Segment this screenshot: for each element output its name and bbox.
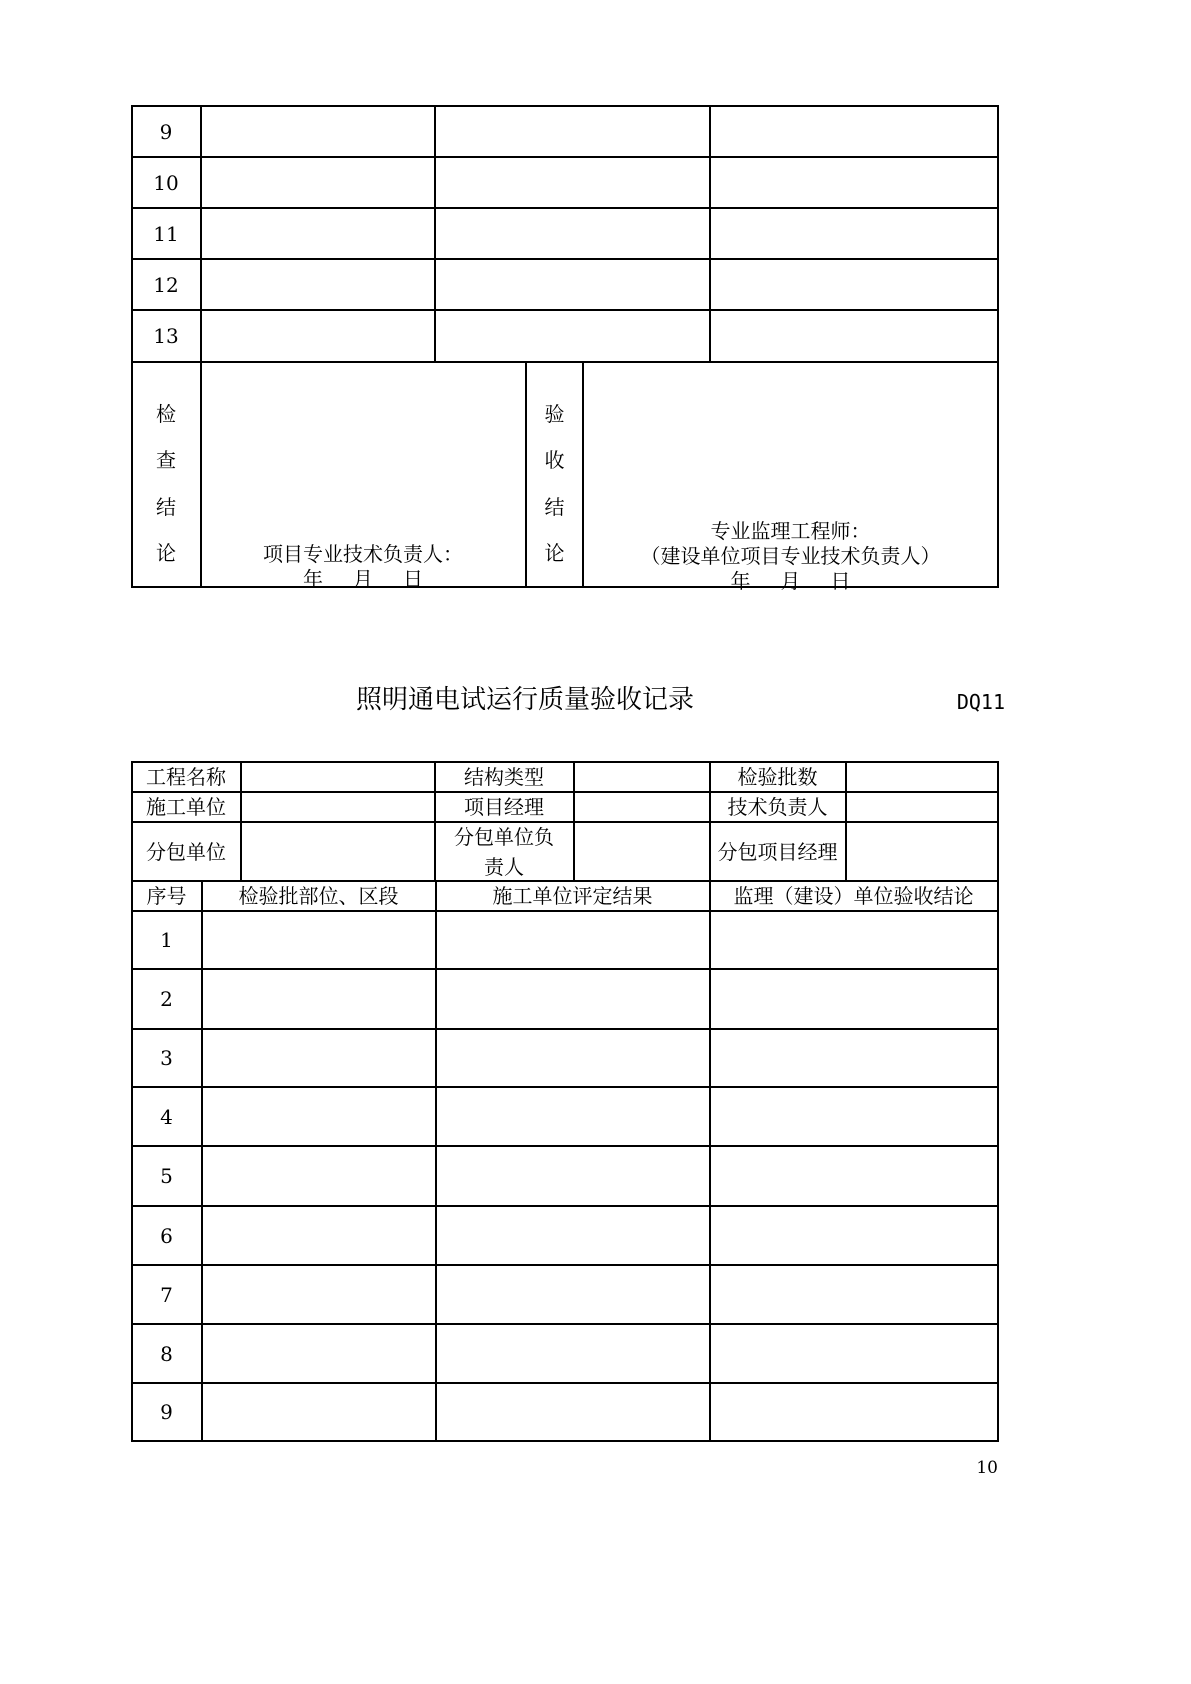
batch-count-field[interactable] bbox=[846, 762, 997, 792]
table-row-number: 9 bbox=[159, 119, 173, 144]
form-code: DQ11 bbox=[956, 690, 1005, 714]
check-signer-label: 项目专业技术负责人： bbox=[263, 542, 463, 566]
check-label-char: 结 bbox=[156, 494, 176, 519]
check-label-char: 查 bbox=[156, 448, 176, 473]
batch-count-label: 检验批数 bbox=[737, 765, 818, 789]
column-header-seq: 序号 bbox=[146, 884, 187, 908]
check-date bbox=[200, 567, 526, 592]
structure-type-field[interactable] bbox=[574, 762, 709, 792]
date-day: 日 bbox=[403, 567, 423, 591]
date-year: 年 bbox=[303, 567, 323, 591]
table-row-number: 10 bbox=[153, 170, 179, 195]
table-row-number: 5 bbox=[160, 1164, 173, 1188]
form-title: 照明通电试运行质量验收记录 bbox=[355, 685, 694, 715]
sub-unit-lead-field[interactable] bbox=[574, 822, 709, 881]
accept-label-char: 论 bbox=[544, 540, 565, 565]
sub-unit-lead-label bbox=[435, 822, 573, 881]
construction-unit-label: 施工单位 bbox=[146, 795, 226, 819]
project-name-label: 工程名称 bbox=[146, 765, 226, 789]
owner-tech-lead-label: （建设单位项目专业技术负责人） bbox=[640, 544, 941, 568]
sub-project-manager-label: 分包项目经理 bbox=[717, 839, 838, 864]
column-header-location: 检验批部位、区段 bbox=[238, 884, 399, 908]
table-row-number: 9 bbox=[160, 1400, 173, 1424]
accept-label-char: 验 bbox=[544, 402, 565, 426]
supervisor-label: 专业监理工程师： bbox=[710, 519, 871, 543]
table-row-number: 11 bbox=[153, 221, 179, 246]
table-row-number: 12 bbox=[153, 272, 179, 297]
tech-lead-label: 技术负责人 bbox=[727, 795, 828, 819]
sub-unit-lead-line1: 分包单位负 bbox=[454, 824, 554, 849]
sub-unit-label: 分包单位 bbox=[146, 839, 226, 864]
check-conclusion-label bbox=[132, 398, 200, 566]
project-name-field[interactable] bbox=[241, 762, 434, 792]
sub-unit-field[interactable] bbox=[241, 822, 434, 881]
structure-type-label: 结构类型 bbox=[464, 765, 544, 789]
column-header-construction-result: 施工单位评定结果 bbox=[492, 884, 653, 908]
date-day: 日 bbox=[830, 569, 851, 593]
check-label-char: 论 bbox=[156, 540, 176, 565]
column-header-supervision-conclusion: 监理（建设）单位验收结论 bbox=[733, 884, 974, 908]
table-row-number: 8 bbox=[160, 1341, 173, 1366]
date-year: 年 bbox=[730, 569, 751, 593]
table-row-number: 2 bbox=[160, 987, 173, 1011]
table-row-number: 1 bbox=[160, 928, 173, 952]
accept-label-char: 收 bbox=[544, 448, 565, 473]
table-row-number: 3 bbox=[160, 1046, 173, 1070]
check-label-char: 检 bbox=[156, 402, 176, 426]
sub-project-manager-field[interactable] bbox=[846, 822, 997, 881]
sub-unit-lead-line2: 责人 bbox=[484, 854, 524, 879]
date-month: 月 bbox=[353, 567, 373, 591]
accept-label-char: 结 bbox=[544, 494, 565, 519]
table-row-number: 4 bbox=[160, 1104, 173, 1129]
project-manager-label: 项目经理 bbox=[464, 795, 544, 819]
table-row-number: 6 bbox=[160, 1223, 173, 1248]
table-row-number: 7 bbox=[160, 1282, 173, 1307]
tech-lead-field[interactable] bbox=[846, 792, 997, 822]
page-number: 10 bbox=[976, 1458, 998, 1478]
check-signer-block bbox=[200, 542, 526, 592]
accept-conclusion-label bbox=[526, 398, 583, 566]
accept-date bbox=[583, 569, 998, 594]
construction-unit-field[interactable] bbox=[241, 792, 434, 822]
table-row-number: 13 bbox=[153, 324, 179, 348]
accept-signer-block bbox=[583, 519, 998, 594]
date-month: 月 bbox=[780, 569, 801, 593]
project-manager-field[interactable] bbox=[574, 792, 709, 822]
